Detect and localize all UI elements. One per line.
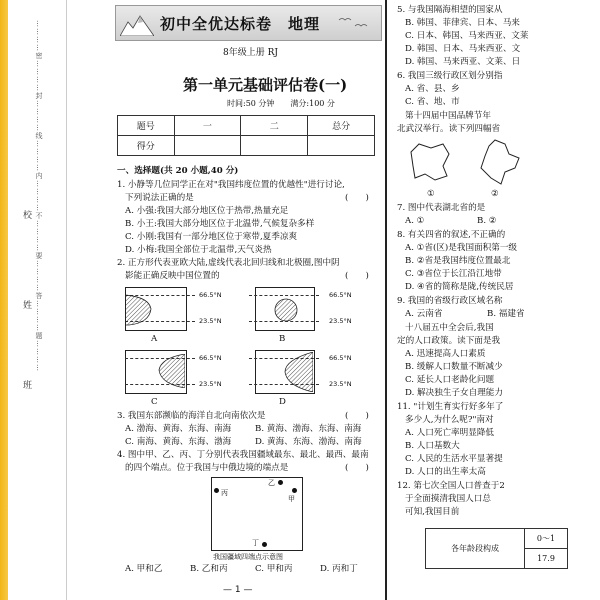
china-shade-icon <box>125 293 155 327</box>
q6-option-a[interactable]: A. 省、县、乡 <box>405 84 460 94</box>
q7-option-a[interactable]: A. ① <box>405 216 425 226</box>
lat-label-top: 66.5°N <box>199 291 222 299</box>
binding-dots: …………密…………封…………线…………内…………不…………要…………答…………题………… <box>35 20 43 372</box>
q10-option-a[interactable]: A. 迅速提高人口素质 <box>405 349 486 359</box>
unit-title: 第一单元基础评估卷(一) <box>183 76 348 94</box>
province-map-1 <box>409 140 451 184</box>
q2-diagram-d[interactable] <box>255 348 385 410</box>
q6-stem: 6. 我国三级行政区划分别指 <box>397 71 503 81</box>
q5-option-b[interactable]: B. 韩国、菲律宾、日本、马来 <box>405 18 520 28</box>
q8-option-b[interactable]: B. ②省是我国纬度位置最北 <box>405 256 511 266</box>
score-table-row <box>118 116 375 136</box>
province-label: ② <box>491 189 499 199</box>
left-column <box>95 0 385 600</box>
china-shade-icon <box>273 297 299 323</box>
score-input-cell[interactable] <box>174 136 241 156</box>
point-label: 甲 <box>288 495 295 503</box>
china-shade-icon <box>155 354 185 388</box>
q3-answer-paren[interactable]: ( ) <box>345 411 369 421</box>
q11-option-d[interactable]: D. 人口的出生率太高 <box>405 467 486 477</box>
point-label: 乙 <box>268 479 275 487</box>
binding-margin <box>8 0 66 600</box>
q11-option-b[interactable]: B. 人口基数大 <box>405 441 460 451</box>
lat-label-bottom: 23.5°N <box>199 317 222 325</box>
q11-option-c[interactable]: C. 人民的生活水平显著提 <box>405 454 503 464</box>
q2-stem: 2. 正方形代表亚欧大陆,虚线代表北回归线和北极圈,图中阴 <box>117 258 340 268</box>
diagram-label: C <box>151 397 158 407</box>
q2-diagram-a[interactable] <box>125 285 255 345</box>
diagram-label: B <box>279 334 286 344</box>
lat-label-bottom: 23.5°N <box>329 380 352 388</box>
q12-stem: 12. 第七次全国人口普查于2 <box>397 481 505 491</box>
province-map-2 <box>475 138 521 188</box>
lat-label-top: 66.5°N <box>329 291 352 299</box>
q9-stem: 9. 我国的省级行政区域名称 <box>397 296 503 306</box>
page-number: — 1 — <box>223 585 253 595</box>
point-west-marker <box>214 488 219 493</box>
q10-option-c[interactable]: C. 延长人口老龄化问题 <box>405 375 495 385</box>
province-outline-icon <box>409 140 451 184</box>
q10-option-b[interactable]: B. 缓解人口数量不断减少 <box>405 362 503 372</box>
q12-stem-2: 于全面摸清我国人口总 <box>405 494 491 504</box>
table-cell: 17.9 <box>525 549 568 569</box>
q1-stem-2: 下列说法正确的是 <box>125 193 194 203</box>
q4-map <box>211 477 303 551</box>
q1-option-a[interactable]: A. 小强:我国大部分地区位于热带,热量充足 <box>125 206 289 216</box>
binding-label-class: 班 <box>21 380 31 390</box>
q10-intro: 十八届五中全会后,我国 <box>405 323 494 333</box>
q1-answer-paren[interactable]: ( ) <box>345 193 369 203</box>
point-label: 丁 <box>252 539 259 547</box>
q4-stem: 4. 图中甲、乙、丙、丁分别代表我国疆域最东、最北、最西、最南 <box>117 450 369 460</box>
lat-label-top: 66.5°N <box>199 354 222 362</box>
q3-option-d[interactable]: D. 黄海、东海、渤海、南海 <box>255 437 362 447</box>
score-input-cell[interactable] <box>308 136 375 156</box>
q11-option-a[interactable]: A. 人口死亡率明显降低 <box>405 428 495 438</box>
diagram-label: D <box>279 397 286 407</box>
score-cell: 二 <box>241 116 308 136</box>
grade-label: 8年级上册 RJ <box>223 48 278 58</box>
score-cell: 题号 <box>118 116 175 136</box>
q3-option-a[interactable]: A. 渤海、黄海、东海、南海 <box>125 424 232 434</box>
q10-option-d[interactable]: D. 解决独生子女自理能力 <box>405 388 503 398</box>
score-input-cell[interactable] <box>241 136 308 156</box>
score-cell: 得分 <box>118 136 175 156</box>
q7-intro: 第十四届中国品牌节年 <box>405 111 491 121</box>
header-title: 初中全优达标卷 地理 <box>160 15 321 33</box>
page-edge-strip <box>0 0 8 600</box>
q4-option-b[interactable]: B. 乙和丙 <box>190 564 228 574</box>
point-east-marker <box>292 488 297 493</box>
q4-answer-paren[interactable]: ( ) <box>345 463 369 473</box>
q5-option-d[interactable]: D. 韩国、日本、马来西亚、文 <box>405 44 521 54</box>
table-cell: 0～1 <box>525 529 568 549</box>
china-shade-icon <box>283 352 313 392</box>
q9-option-a[interactable]: A. 云南省 <box>405 309 443 319</box>
province-label: ① <box>427 189 435 199</box>
diagram-label: A <box>151 334 158 344</box>
q4-map-caption: 我国疆域四端点示意图 <box>213 553 283 561</box>
lat-label-bottom: 23.5°N <box>199 380 222 388</box>
score-cell: 总分 <box>308 116 375 136</box>
q7-intro-2: 北武汉举行。读下列四幅省 <box>397 124 501 134</box>
q5-option-e[interactable]: D. 韩国、马来西亚、文莱、日 <box>405 57 521 67</box>
q1-option-c[interactable]: C. 小刚:我国有一部分地区位于寒带,夏季凉爽 <box>125 232 298 242</box>
q2-diagram-c[interactable] <box>125 348 255 410</box>
q1-option-d[interactable]: D. 小梅:我国全部位于北温带,天气炎热 <box>125 245 272 255</box>
province-outline-icon <box>475 138 521 188</box>
mountain-logo-icon <box>120 14 154 36</box>
q11-stem: 11. "计划生育实行好多年了 <box>397 402 504 412</box>
q8-stem: 8. 有关四省的叙述,不正确的 <box>397 230 506 240</box>
q8-option-d[interactable]: D. ④省的简称是陇,传统民居 <box>405 282 514 292</box>
q3-option-c[interactable]: C. 南海、黄海、东海、渤海 <box>125 437 232 447</box>
point-label: 丙 <box>221 489 228 497</box>
q7-option-b[interactable]: B. ② <box>477 216 497 226</box>
q4-option-a[interactable]: A. 甲和乙 <box>125 564 163 574</box>
q10-intro-2: 定的人口政策。读下面是我 <box>397 336 501 346</box>
score-table-row <box>118 136 375 156</box>
q1-stem: 1. 小静等几位同学正在对"我国纬度位置的优越性"进行讨论, <box>117 180 345 190</box>
q9-option-b[interactable]: B. 福建省 <box>487 309 525 319</box>
lat-label-top: 66.5°N <box>329 354 352 362</box>
q4-option-c[interactable]: C. 甲和丙 <box>255 564 293 574</box>
q4-option-d[interactable]: D. 丙和丁 <box>320 564 358 574</box>
q8-option-c[interactable]: C. ③省位于长江沿江地带 <box>405 269 502 279</box>
q2-diagram-b[interactable] <box>255 285 385 345</box>
exam-meta: 时间:50 分钟 满分:100 分 <box>227 99 335 108</box>
score-cell: 一 <box>174 116 241 136</box>
q3-option-b[interactable]: B. 黄海、渤海、东海、南海 <box>255 424 362 434</box>
q11-stem-2: 多少人,为什么呢?"南对 <box>405 415 494 425</box>
binding-label-school: 校 <box>21 210 31 220</box>
q6-option-c[interactable]: C. 省、地、市 <box>405 97 460 107</box>
point-south-marker <box>262 542 267 547</box>
section-title: 一、选择题(共 20 小题,40 分) <box>117 166 239 176</box>
point-north-marker <box>278 480 283 485</box>
q2-stem-2: 影能正确反映中国位置的 <box>125 271 220 281</box>
q4-stem-2: 的四个端点。位于我国与中俄边境的端点是 <box>125 463 289 473</box>
table-row <box>426 529 568 549</box>
right-column <box>385 0 600 600</box>
q5-stem: 5. 与我国隔海相望的国家从 <box>397 5 503 15</box>
q3-stem: 3. 我国东部濒临的海洋自北向南依次是 <box>117 411 266 421</box>
q7-stem: 7. 图中代表湖北省的是 <box>397 203 486 213</box>
table-cell: 各年龄段构成 <box>426 529 525 569</box>
q5-option-c[interactable]: C. 日本、韩国、马来西亚、文莱 <box>405 31 529 41</box>
birds-decor-icon <box>335 12 375 34</box>
lat-label-bottom: 23.5°N <box>329 317 352 325</box>
header-banner <box>115 5 382 41</box>
q2-answer-paren[interactable]: ( ) <box>345 271 369 281</box>
q12-stem-3: 可知,我国目前 <box>405 507 460 517</box>
binding-label-name: 姓 <box>21 300 31 310</box>
q12-table <box>425 528 568 569</box>
q8-option-a[interactable]: A. ①省(区)是我国面积第一级 <box>405 243 518 253</box>
score-table <box>117 115 375 156</box>
q1-option-b[interactable]: B. 小王:我国大部分地区位于北温带,气候复杂多样 <box>125 219 315 229</box>
